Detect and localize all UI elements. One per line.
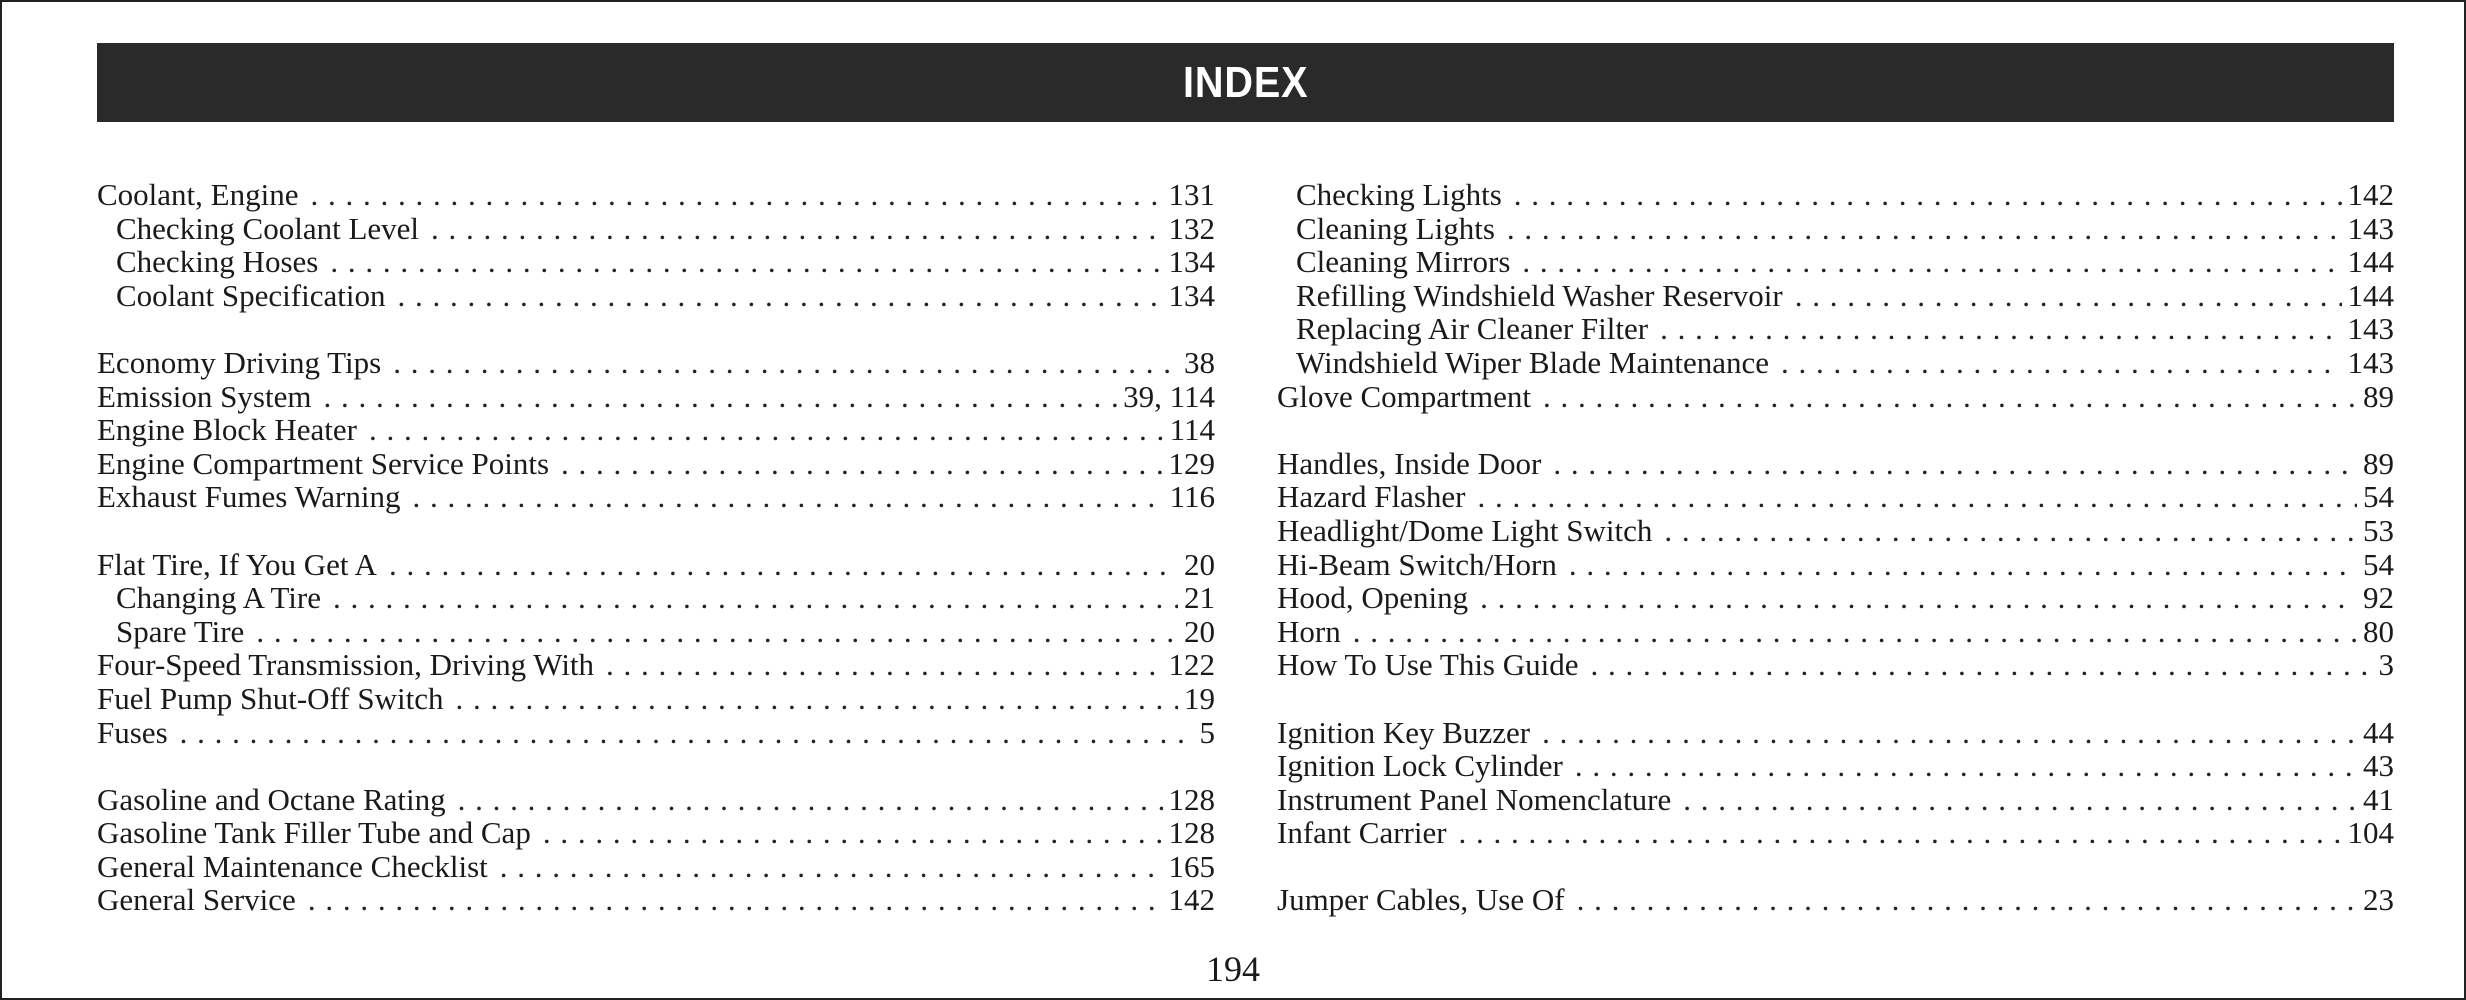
- entry-page-number: 104: [2347, 815, 2394, 851]
- dot-leader: [1660, 312, 2341, 346]
- index-entry: [1277, 816, 2394, 850]
- entry-label: Horn: [1277, 613, 1341, 649]
- entry-label: Engine Block Heater: [97, 412, 357, 448]
- entry-page-number: 128: [1168, 815, 1215, 851]
- dot-leader: [412, 480, 1163, 514]
- entry-page-number: 39, 114: [1123, 378, 1215, 414]
- entry-label: How To Use This Guide: [1277, 647, 1579, 683]
- index-subentry: [1277, 346, 2394, 380]
- entry-page-number: 165: [1168, 848, 1215, 884]
- dot-leader: [543, 816, 1163, 850]
- index-entry: [1277, 648, 2394, 682]
- index-header-bar: [97, 43, 2394, 122]
- dot-leader: [1575, 749, 2357, 783]
- entry-page-number: 3: [2378, 647, 2394, 683]
- entry-label: Hood, Opening: [1277, 580, 1469, 616]
- dot-leader: [561, 447, 1162, 481]
- entry-page-number: 43: [2363, 748, 2394, 784]
- entry-page-number: 38: [1184, 344, 1215, 380]
- entry-page-number: 132: [1168, 210, 1215, 246]
- index-entry: [97, 480, 1215, 514]
- entry-page-number: 44: [2363, 714, 2394, 750]
- entry-page-number: 144: [2347, 244, 2394, 280]
- entry-page-number: 144: [2347, 277, 2394, 313]
- dot-leader: [389, 548, 1178, 582]
- dot-leader: [1664, 514, 2357, 548]
- section-gap: [1277, 850, 2394, 884]
- dot-leader: [1478, 480, 2358, 514]
- entry-label: Hi-Beam Switch/Horn: [1277, 546, 1557, 582]
- entry-label: Cleaning Mirrors: [1296, 244, 1511, 280]
- dot-leader: [1459, 816, 2342, 850]
- entry-label: Checking Coolant Level: [116, 210, 420, 246]
- section-gap: [1277, 682, 2394, 716]
- entry-label: Headlight/Dome Light Switch: [1277, 512, 1653, 548]
- dot-leader: [1553, 447, 2357, 481]
- index-entry: [97, 548, 1215, 582]
- entry-label: Refilling Windshield Washer Reservoir: [1296, 277, 1783, 313]
- index-entry: [1277, 447, 2394, 481]
- entry-label: Hazard Flasher: [1277, 479, 1466, 515]
- index-entry: [97, 648, 1215, 682]
- index-entry: [97, 413, 1215, 447]
- entry-label: Four-Speed Transmission, Driving With: [97, 647, 595, 683]
- index-subentry: [97, 212, 1215, 246]
- dot-leader: [1522, 245, 2341, 279]
- entry-label: Windshield Wiper Blade Maintenance: [1296, 344, 1769, 380]
- index-subentry: [97, 615, 1215, 649]
- entry-label: Fuel Pump Shut-Off Switch: [97, 680, 444, 716]
- entry-label: Replacing Air Cleaner Filter: [1296, 311, 1649, 347]
- index-entry: [1277, 548, 2394, 582]
- entry-page-number: 134: [1168, 277, 1215, 313]
- dot-leader: [308, 883, 1163, 917]
- dot-leader: [1480, 581, 2357, 615]
- dot-leader: [1577, 883, 2357, 917]
- entry-page-number: 143: [2347, 210, 2394, 246]
- entry-label: Instrument Panel Nomenclature: [1277, 781, 1672, 817]
- dot-leader: [1781, 346, 2342, 380]
- dot-leader: [431, 212, 1162, 246]
- dot-leader: [369, 413, 1164, 447]
- dot-leader: [333, 581, 1178, 615]
- entry-page-number: 143: [2347, 344, 2394, 380]
- index-entry: [1277, 716, 2394, 750]
- entry-page-number: 23: [2363, 882, 2394, 918]
- dot-leader: [1543, 380, 2357, 414]
- dot-leader: [1542, 716, 2357, 750]
- dot-leader: [1591, 648, 2373, 682]
- index-column-right: [1277, 178, 2394, 917]
- dot-leader: [1569, 548, 2357, 582]
- entry-label: Handles, Inside Door: [1277, 445, 1542, 481]
- dot-leader: [397, 279, 1162, 313]
- entry-page-number: 21: [1184, 580, 1215, 616]
- entry-label: General Maintenance Checklist: [97, 848, 488, 884]
- index-entry: [97, 346, 1215, 380]
- entry-label: Cleaning Lights: [1296, 210, 1495, 246]
- index-entry: [1277, 783, 2394, 817]
- index-entry: [1277, 749, 2394, 783]
- index-entry: [1277, 615, 2394, 649]
- index-entry: [97, 447, 1215, 481]
- entry-page-number: 54: [2363, 479, 2394, 515]
- entry-page-number: 19: [1184, 680, 1215, 716]
- entry-label: Engine Compartment Service Points: [97, 445, 550, 481]
- entry-label: Coolant Specification: [116, 277, 386, 313]
- section-gap: [97, 514, 1215, 548]
- entry-page-number: 142: [1168, 882, 1215, 918]
- entry-page-number: 131: [1168, 177, 1215, 212]
- index-entry: [97, 178, 1215, 212]
- index-entry: [97, 816, 1215, 850]
- index-subentry: [1277, 245, 2394, 279]
- entry-page-number: 80: [2363, 613, 2394, 649]
- entry-page-number: 114: [1169, 412, 1215, 448]
- entry-label: Emission System: [97, 378, 312, 414]
- dot-leader: [500, 850, 1163, 884]
- entry-page-number: 53: [2363, 512, 2394, 548]
- entry-page-number: 142: [2347, 177, 2394, 212]
- dot-leader: [180, 716, 1194, 750]
- entry-page-number: 41: [2363, 781, 2394, 817]
- entry-page-number: 5: [1199, 714, 1215, 750]
- entry-label: Changing A Tire: [116, 580, 321, 616]
- dot-leader: [1683, 783, 2357, 817]
- dot-leader: [455, 682, 1178, 716]
- dot-leader: [458, 783, 1163, 817]
- section-gap: [97, 749, 1215, 783]
- entry-page-number: 54: [2363, 546, 2394, 582]
- dot-leader: [1795, 279, 2342, 313]
- entry-label: Exhaust Fumes Warning: [97, 479, 401, 515]
- entry-label: Checking Lights: [1296, 177, 1502, 212]
- index-entry: [97, 716, 1215, 750]
- entry-label: Gasoline and Octane Rating: [97, 781, 446, 817]
- dot-leader: [1507, 212, 2342, 246]
- entry-label: Economy Driving Tips: [97, 344, 382, 380]
- entry-label: Glove Compartment: [1277, 378, 1531, 414]
- index-subentry: [97, 581, 1215, 615]
- entry-page-number: 92: [2363, 580, 2394, 616]
- index-entry: [97, 682, 1215, 716]
- index-entry: [1277, 514, 2394, 548]
- entry-label: Ignition Key Buzzer: [1277, 714, 1531, 750]
- dot-leader: [606, 648, 1162, 682]
- entry-page-number: 89: [2363, 378, 2394, 414]
- index-subentry: [1277, 212, 2394, 246]
- section-gap: [97, 312, 1215, 346]
- entry-page-number: 134: [1168, 244, 1215, 280]
- dot-leader: [310, 178, 1162, 212]
- dot-leader: [323, 380, 1117, 414]
- entry-page-number: 122: [1168, 647, 1215, 683]
- index-subentry: [1277, 178, 2394, 212]
- entry-page-number: 129: [1168, 445, 1215, 481]
- index-column-left: [97, 178, 1215, 917]
- page-title: INDEX: [1182, 57, 1309, 107]
- entry-label: Jumper Cables, Use Of: [1277, 882, 1565, 918]
- index-subentry: [97, 245, 1215, 279]
- entry-label: Spare Tire: [116, 613, 245, 649]
- index-entry: [97, 883, 1215, 917]
- index-entry: [1277, 581, 2394, 615]
- entry-label: Fuses: [97, 714, 168, 750]
- entry-page-number: 143: [2347, 311, 2394, 347]
- index-entry: [97, 783, 1215, 817]
- index-subentry: [1277, 279, 2394, 313]
- entry-page-number: 20: [1184, 546, 1215, 582]
- page-number: 194: [1206, 949, 1260, 989]
- entry-label: Checking Hoses: [116, 244, 319, 280]
- index-entry: [1277, 883, 2394, 917]
- entry-page-number: 89: [2363, 445, 2394, 481]
- entry-page-number: 20: [1184, 613, 1215, 649]
- section-gap: [1277, 413, 2394, 447]
- dot-leader: [330, 245, 1162, 279]
- dot-leader: [1514, 178, 2342, 212]
- dot-leader: [1353, 615, 2357, 649]
- index-subentry: [97, 279, 1215, 313]
- index-entry: [1277, 480, 2394, 514]
- entry-label: Gasoline Tank Filler Tube and Cap: [97, 815, 531, 851]
- dot-leader: [256, 615, 1178, 649]
- entry-label: General Service: [97, 882, 296, 918]
- entry-label: Ignition Lock Cylinder: [1277, 748, 1563, 784]
- index-entry: [97, 380, 1215, 414]
- index-entry: [97, 850, 1215, 884]
- dot-leader: [393, 346, 1178, 380]
- entry-label: Infant Carrier: [1277, 815, 1447, 851]
- index-subentry: [1277, 312, 2394, 346]
- entry-label: Coolant, Engine: [97, 177, 299, 212]
- entry-page-number: 116: [1169, 479, 1215, 515]
- index-entry: [1277, 380, 2394, 414]
- entry-page-number: 128: [1168, 781, 1215, 817]
- entry-label: Flat Tire, If You Get A: [97, 546, 377, 582]
